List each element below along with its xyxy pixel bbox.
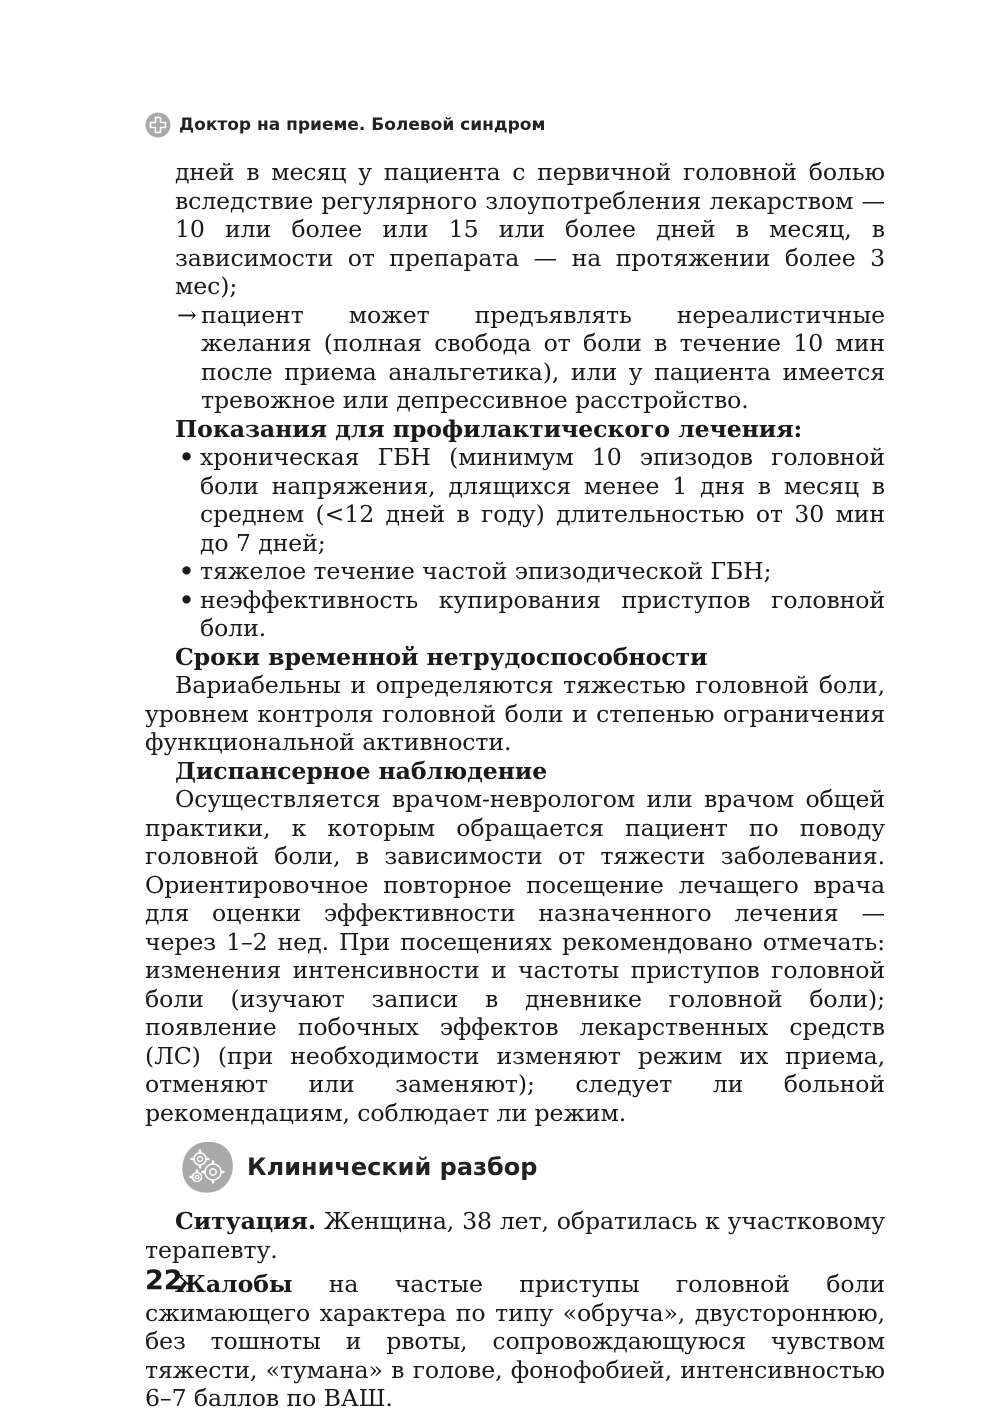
intro-continuation: дней в месяц у пациента с первичной головной болью вследствие регулярного злоупотребления лекарством — 10 или более или 15 или более дней в месяц, в зависимости от препарата — на протяжении более 3 мес);: [175, 158, 885, 300]
situation-text: Женщина, 38 лет, обратилась к участковому терапевту.: [145, 1207, 885, 1264]
arrow-icon: →: [177, 300, 197, 329]
situation-label: Ситуация.: [175, 1207, 316, 1235]
bullet-text: хроническая ГБН (минимум 10 эпизодов головной боли напряжения, длящихся менее 1 дня в месяц в среднем (<12 дней в году) длительностью от 30 мин до 7 дней;: [200, 443, 885, 557]
list-item: [145, 586, 885, 643]
bullet-text: неэффективность купирования приступов головной боли.: [200, 585, 885, 642]
bullet-icon: •: [179, 557, 194, 585]
clinical-case-title: Клинический разбор: [247, 1153, 538, 1181]
running-header: [145, 112, 545, 138]
page-body: [145, 158, 885, 1413]
bullet-text: тяжелое течение частой эпизодической ГБН;: [200, 557, 772, 585]
disability-heading: Сроки временной нетрудоспособности: [175, 642, 708, 671]
bullet-icon: •: [179, 443, 194, 471]
prophylaxis-heading: Показания для профилактического лечения:: [175, 414, 803, 443]
followup-heading: Диспансерное наблюдение: [175, 756, 548, 785]
bullet-icon: •: [179, 585, 194, 614]
followup-text: Осуществляется врачом-неврологом или врачом общей практики, к которым обращается пациент по поводу головной боли, в зависимости от тяжести заболевания. Ориентировочное повторное посещение лечащего врача для оценки эффективности назначенного лечения — через 1–2 нед. При посещениях рекомендовано отмечать: изменения интенсивности и частоты приступов головной боли (изучают записи в дневнике головной боли); появление побочных эффектов лекарственных средств (ЛС) (при необходимости изменяют режим их приема, отменяют или заменяют); следует ли больной рекомендациям, соблюдает ли режим.: [145, 785, 885, 1127]
situation-paragraph: [145, 1207, 885, 1264]
disability-text: Вариабельны и определяются тяжестью головной боли, уровнем контроля головной боли и степенью ограничения функциональной активности.: [145, 671, 885, 756]
complaints-text: на частые приступы головной боли сжимающего характера по типу «обруча», двустороннюю, без тошноты и рвоты, сопровождающуюся чувством тяжести, «тумана» в голове, фонофобией, интенсивностью 6–7 баллов по ВАШ.: [145, 1270, 885, 1412]
page-number: 22: [145, 1265, 183, 1296]
gears-icon: [179, 1139, 235, 1195]
clinical-case-header: [179, 1139, 885, 1195]
complaints-label: Жалобы: [175, 1270, 293, 1298]
arrow-list-item: [145, 301, 885, 415]
arrow-item-text: пациент может предъявлять нереалистичные желания (полная свобода от боли в течение 10 мин после приема анальгетика), или у пациента имеется тревожное или депрессивное расстройство.: [201, 300, 885, 414]
medical-cross-icon: [145, 112, 171, 138]
complaints-paragraph: [145, 1270, 885, 1413]
header-title: Доктор на приеме. Болевой синдром: [179, 115, 546, 135]
list-item: [145, 443, 885, 557]
list-item: [145, 557, 885, 586]
